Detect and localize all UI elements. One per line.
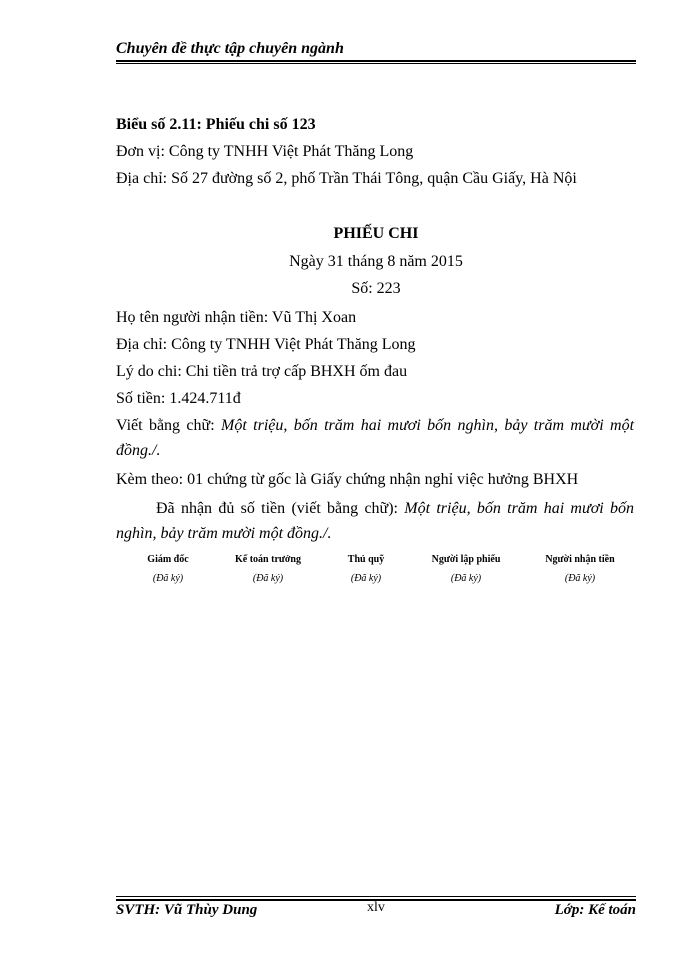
signature-chief-accountant — [216, 554, 320, 584]
recipient-line: Họ tên người nhận tiền: Vũ Thị Xoan — [116, 309, 357, 326]
footer-divider-thin — [116, 896, 636, 897]
amount-words-label: Viết bằng chữ: — [116, 417, 222, 434]
voucher-number: Số: 223 — [351, 280, 401, 297]
signature-title: Người lập phiếu — [431, 554, 501, 565]
address-line: Địa chỉ: Số 27 đường số 2, phố Trần Thái Tông, quận Cầu Giấy, Hà Nội — [116, 170, 577, 187]
page-header-title: Chuyên đề thực tập chuyên ngành — [116, 40, 344, 57]
footer-class: Lớp: Kế toán — [554, 902, 636, 918]
signature-title: Kế toán trưởng — [235, 554, 301, 565]
signature-title: Người nhận tiền — [545, 554, 615, 565]
signature-row — [116, 554, 636, 594]
received-block — [116, 496, 634, 546]
signature-cashier — [314, 554, 418, 584]
amount-words: Một triệu, bốn trăm hai mươi bốn nghìn, bảy trăm mười một đồng./. — [116, 417, 635, 459]
attachments-line: Kèm theo: 01 chứng từ gốc là Giấy chứng nhận nghỉ việc hưởng BHXH — [116, 471, 579, 488]
form-label: Biểu số 2.11: Phiếu chi số 123 — [116, 116, 316, 133]
recipient-address-line: Địa chỉ: Công ty TNHH Việt Phát Thăng Long — [116, 336, 416, 353]
voucher-date: Ngày 31 tháng 8 năm 2015 — [289, 253, 463, 270]
signature-note: (Đã ký) — [350, 573, 382, 584]
signature-title: Giám đốc — [147, 554, 189, 565]
unit-line: Đơn vị: Công ty TNHH Việt Phát Thăng Long — [116, 143, 414, 160]
signature-note: (Đã ký) — [450, 573, 482, 584]
signature-preparer — [414, 554, 518, 584]
amount-words-block — [116, 413, 634, 463]
signature-note: (Đã ký) — [152, 573, 184, 584]
received-label: Đã nhận đủ số tiền (viết bằng chữ): — [156, 500, 405, 517]
footer-page-number: xlv — [367, 900, 385, 915]
signature-title: Thủ quỹ — [347, 554, 385, 565]
signature-note: (Đã ký) — [252, 573, 284, 584]
signature-director — [116, 554, 220, 584]
signature-note: (Đã ký) — [564, 573, 596, 584]
amount-line: Số tiền: 1.424.711đ — [116, 390, 241, 407]
signature-recipient — [528, 554, 632, 584]
voucher-title: PHIẾU CHI — [333, 225, 419, 242]
header-divider — [116, 60, 636, 62]
footer-student: SVTH: Vũ Thùy Dung — [116, 902, 258, 918]
reason-line: Lý do chi: Chi tiền trả trợ cấp BHXH ốm đau — [116, 363, 408, 380]
header-divider-thin — [116, 63, 636, 64]
received-words: Một triệu, bốn trăm hai mươi bốn nghìn, bảy trăm mười một đồng./. — [116, 500, 634, 542]
